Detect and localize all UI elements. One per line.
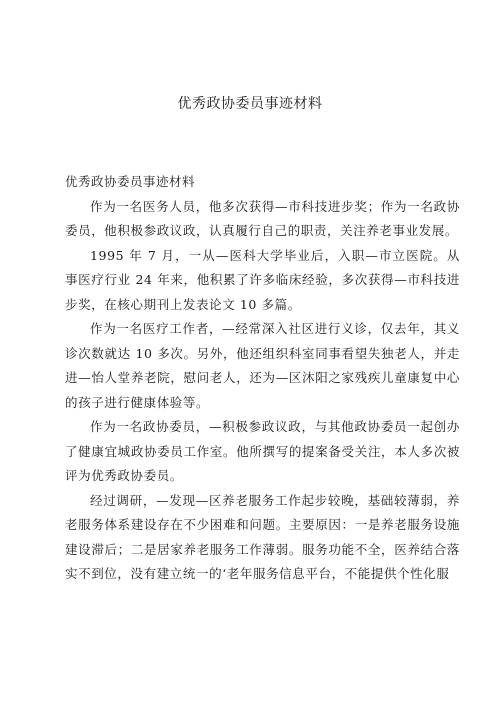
section-heading: 优秀政协委员事迹材料 [65,174,196,189]
paragraph-2: 1995 年 7 月，一从—医科大学毕业后，入职—市立医院。从事医疗行业 24 年来，他积累了许多临床经验，多次获得—市科技进步奖，在核心期刊上发表论文 10 多篇。 [65,247,460,312]
paragraph-5: 经过调研，—发现—区养老服务工作起步较晚，基础较薄弱，养老服务体系建设存在不少困难和问题。主要原因：一是养老服务设施建设滞后；二是居家养老服务工作薄弱。服务功能不全，医养结合落实不到位，没有建立统一的‘老年服务信息平台，不能提供个性化服 [65,492,460,581]
document-title: 优秀政协委员事迹材料 [177,96,323,112]
paragraph-3: 作为一名医疗工作者，—经常深入社区进行义诊，仅去年，其义诊次数就达 10 多次。另外，他还组织科室同事看望失独老人，并走进—怡人堂养老院，慰问老人，还为—区沐阳之家残疾儿童康复中心的孩子进行健康体验等。 [65,321,460,410]
document-body [65,170,460,587]
paragraph-1: 作为一名医务人员，他多次获得—市科技进步奖；作为一名政协委员，他积极参政议政，认真履行自己的职责，关注养老事业发展。 [65,198,460,238]
paragraph-4: 作为一名政协委员，—积极参政议政，与其他政协委员一起创办了健康宜城政协委员工作室。他所撰写的提案备受关注，本人多次被评为优秀政协委员。 [65,419,460,483]
